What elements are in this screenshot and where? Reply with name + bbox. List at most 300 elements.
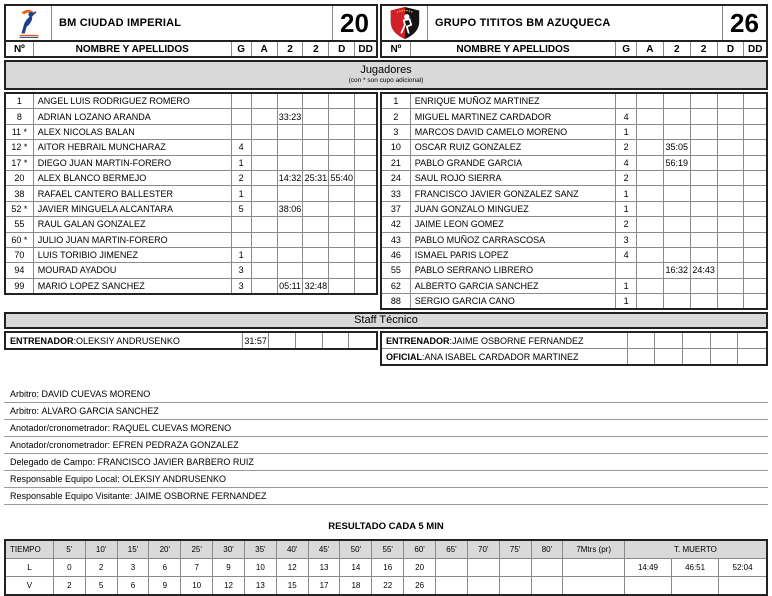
- timeline-score-cell: [532, 559, 564, 576]
- players-section-subtitle: (con * son cupo adicional): [348, 77, 424, 84]
- player-2min-1: 16:32: [664, 263, 691, 277]
- player-dd: [744, 202, 766, 216]
- player-number: 55: [6, 217, 34, 231]
- player-disqualification: [718, 294, 745, 308]
- player-goals: [232, 217, 252, 231]
- player-2min-2: [691, 171, 718, 185]
- player-warning: [637, 171, 664, 185]
- player-warning: [252, 186, 278, 200]
- player-disqualification: [329, 140, 355, 154]
- player-2min-1: [278, 248, 304, 262]
- player-goals: [232, 233, 252, 247]
- player-warning: [252, 125, 278, 139]
- player-2min-1: [664, 294, 691, 308]
- timeline-7mtrs-cell: [563, 559, 625, 576]
- player-number: 1: [382, 94, 411, 108]
- staff-sanction-cell: [323, 333, 350, 348]
- player-disqualification: [718, 125, 745, 139]
- timeline-header-time: 60': [404, 541, 436, 558]
- player-disqualification: [718, 233, 745, 247]
- player-dd: [355, 171, 376, 185]
- timeline-score-cell: [468, 577, 500, 594]
- timeline-table: [4, 539, 768, 596]
- official-row: Responsable Equipo Visitante : JAIME OSBORNE FERNANDEZ: [4, 488, 768, 505]
- player-2min-1: [664, 233, 691, 247]
- away-player-row: [382, 263, 766, 278]
- player-name: JULIO JUAN MARTIN-FORERO: [34, 233, 232, 247]
- player-number: 12 *: [6, 140, 34, 154]
- official-name: ALVARO GARCIA SANCHEZ: [41, 406, 159, 417]
- player-goals: [232, 125, 252, 139]
- player-disqualification: [718, 156, 745, 170]
- away-player-row: [382, 171, 766, 186]
- players-section-title: Jugadores: [360, 64, 412, 76]
- player-2min-2: [691, 109, 718, 123]
- timeline-score-cell: 17: [309, 577, 341, 594]
- player-warning: [252, 217, 278, 231]
- timeline-header-time: 25': [181, 541, 213, 558]
- player-dd: [744, 125, 766, 139]
- timeline-header-time: 20': [149, 541, 181, 558]
- staff-sanction-cell: [655, 333, 683, 348]
- away-player-row: [382, 156, 766, 171]
- away-col-header-7: DD: [748, 43, 763, 55]
- player-2min-2: [303, 186, 329, 200]
- home-team-logo: [6, 6, 52, 40]
- staff-name: ENTRENADOR : JAIME OSBORNE FERNANDEZ: [382, 333, 628, 348]
- official-role: Anotador/cronometrador: [10, 440, 108, 451]
- official-row: Arbitro : DAVID CUEVAS MORENO: [4, 386, 768, 403]
- home-col-header-1: NOMBRE Y APELLIDOS: [34, 42, 232, 56]
- player-dd: [744, 248, 766, 262]
- player-2min-2: [691, 248, 718, 262]
- home-staff-table: [4, 331, 378, 350]
- player-disqualification: [718, 109, 745, 123]
- player-dd: [355, 233, 376, 247]
- player-disqualification: [329, 233, 355, 247]
- away-player-row: [382, 233, 766, 248]
- player-warning: [252, 109, 278, 123]
- player-name: OSCAR RUIZ GONZALEZ: [411, 140, 616, 154]
- player-disqualification: [718, 140, 745, 154]
- player-2min-2: [691, 217, 718, 231]
- player-dd: [355, 202, 376, 216]
- away-col-header-5: 2: [691, 42, 718, 56]
- player-name: SAUL ROJO SIERRA: [411, 171, 616, 185]
- player-number: 46: [382, 248, 411, 262]
- official-row: Anotador/cronometrador : RAQUEL CUEVAS MORENO: [4, 420, 768, 437]
- player-number: 99: [6, 279, 34, 293]
- player-2min-1: [278, 186, 304, 200]
- timeline-score-cell: 13: [245, 577, 277, 594]
- player-goals: [232, 94, 252, 108]
- away-column-headers: [380, 42, 768, 58]
- player-dd: [355, 279, 376, 293]
- home-players-table: [4, 92, 378, 295]
- players-section-band: [4, 60, 768, 90]
- staff-sanction-cell: [296, 333, 323, 348]
- timeline-score-cell: 14: [340, 559, 372, 576]
- official-role: Arbitro: [10, 406, 37, 417]
- timeline-score-cell: [436, 559, 468, 576]
- player-disqualification: [718, 279, 745, 293]
- away-team-header: [380, 4, 768, 42]
- player-2min-1: 35:05: [664, 140, 691, 154]
- official-role: Responsable Equipo Local: [10, 474, 118, 485]
- timeline-score-cell: 16: [372, 559, 404, 576]
- home-col-header-2: G: [232, 42, 252, 56]
- away-player-row: [382, 294, 766, 308]
- home-player-row: [6, 233, 376, 248]
- home-player-row: [6, 263, 376, 278]
- player-disqualification: [329, 156, 355, 170]
- timeline-score-cell: 26: [404, 577, 436, 594]
- player-2min-2: 32:48: [303, 279, 329, 293]
- player-goals: 1: [616, 294, 637, 308]
- player-dd: [355, 140, 376, 154]
- away-staff-row: [382, 349, 766, 364]
- staff-sanction-cell: [683, 349, 711, 364]
- official-role: Delegado de Campo: [10, 457, 93, 468]
- player-2min-1: [278, 156, 304, 170]
- timeline-timeout-cell: [719, 577, 766, 594]
- player-number: 8: [6, 109, 34, 123]
- official-row: Responsable Equipo Local : OLEKSIY ANDRUSENKO: [4, 471, 768, 488]
- player-2min-2: [303, 109, 329, 123]
- player-2min-1: [278, 140, 304, 154]
- timeline-header-time: 55': [372, 541, 404, 558]
- player-number: 3: [382, 125, 411, 139]
- player-2min-1: [664, 248, 691, 262]
- home-player-row: [6, 140, 376, 155]
- timeline-header-time: 30': [213, 541, 245, 558]
- player-2min-1: [278, 263, 304, 277]
- player-2min-2: [691, 294, 718, 308]
- player-disqualification: [329, 202, 355, 216]
- player-name: PABLO GRANDE GARCIA: [411, 156, 616, 170]
- player-dd: [744, 109, 766, 123]
- player-name: FRANCISCO JAVIER GONZALEZ SANZ: [411, 186, 616, 200]
- away-team-score: 26: [722, 6, 766, 40]
- player-dd: [744, 171, 766, 185]
- player-disqualification: [718, 202, 745, 216]
- player-warning: [637, 263, 664, 277]
- player-2min-1: [664, 202, 691, 216]
- player-name: RAUL GALAN GONZALEZ: [34, 217, 232, 231]
- player-disqualification: [329, 217, 355, 231]
- timeline-score-cell: 9: [213, 559, 245, 576]
- player-2min-2: 24:43: [691, 263, 718, 277]
- player-number: 70: [6, 248, 34, 262]
- away-team-name: GRUPO TITITOS BM AZUQUECA: [435, 17, 611, 29]
- away-player-row: [382, 248, 766, 263]
- player-disqualification: [329, 279, 355, 293]
- timeline-header-time: 80': [532, 541, 564, 558]
- official-row: Anotador/cronometrador : EFREN PEDRAZA GONZALEZ: [4, 437, 768, 454]
- home-player-row: [6, 171, 376, 186]
- staff-sanction-cell: [683, 333, 711, 348]
- timeline-data-row: [6, 577, 766, 594]
- player-warning: [637, 156, 664, 170]
- player-goals: 1: [616, 186, 637, 200]
- timeline-timeout-cell: [672, 577, 719, 594]
- player-name: ANGEL LUIS RODRIGUEZ ROMERO: [34, 94, 232, 108]
- staff-sanction-cell: [628, 349, 656, 364]
- officials-list: [4, 386, 768, 505]
- player-2min-1: [278, 233, 304, 247]
- home-team-score: 20: [332, 6, 376, 40]
- player-number: 20: [6, 171, 34, 185]
- staff-person-name: ANA ISABEL CARDADOR MARTINEZ: [424, 351, 579, 362]
- player-name: AITOR HEBRAIL MUNCHARAZ: [34, 140, 232, 154]
- timeline-header-tmuerto: T. MUERTO: [674, 545, 717, 555]
- timeline-score-cell: [468, 559, 500, 576]
- home-player-row: [6, 109, 376, 124]
- player-2min-2: [303, 140, 329, 154]
- staff-sanction-cell: [738, 333, 766, 348]
- player-goals: [616, 94, 637, 108]
- staff-section-title: Staff Técnico: [354, 314, 418, 327]
- timeline-score-cell: [500, 577, 532, 594]
- player-goals: 1: [616, 125, 637, 139]
- away-player-row: [382, 186, 766, 201]
- player-disqualification: [718, 94, 745, 108]
- player-disqualification: [718, 217, 745, 231]
- player-2min-2: 25:31: [303, 171, 329, 185]
- home-player-row: [6, 125, 376, 140]
- home-team-logo-icon: [13, 7, 45, 39]
- staff-sanction-cell: [738, 349, 766, 364]
- staff-role-label: ENTRENADOR: [10, 335, 74, 346]
- player-dd: [355, 125, 376, 139]
- player-name: SERGIO GARCIA CANO: [411, 294, 616, 308]
- player-disqualification: [718, 186, 745, 200]
- player-goals: 1: [616, 202, 637, 216]
- away-player-row: [382, 109, 766, 124]
- player-dd: [744, 279, 766, 293]
- staff-person-name: JAIME OSBORNE FERNANDEZ: [452, 335, 584, 346]
- player-dd: [355, 217, 376, 231]
- player-2min-1: 38:06: [278, 202, 304, 216]
- staff-name: ENTRENADOR : OLEKSIY ANDRUSENKO: [6, 333, 243, 348]
- home-player-row: [6, 186, 376, 201]
- official-name: OLEKSIY ANDRUSENKO: [122, 474, 226, 485]
- player-goals: 4: [616, 109, 637, 123]
- player-goals: 2: [616, 140, 637, 154]
- home-player-row: [6, 202, 376, 217]
- player-dd: [744, 140, 766, 154]
- staff-sanction-cell: [711, 333, 739, 348]
- player-goals: 3: [232, 279, 252, 293]
- player-warning: [637, 233, 664, 247]
- timeline-score-cell: 10: [245, 559, 277, 576]
- player-disqualification: [718, 248, 745, 262]
- player-name: RAFAEL CANTERO BALLESTER: [34, 186, 232, 200]
- away-player-row: [382, 202, 766, 217]
- player-2min-2: [303, 125, 329, 139]
- timeline-header-time: 70': [468, 541, 500, 558]
- player-number: 2: [382, 109, 411, 123]
- official-role: Arbitro: [10, 389, 37, 400]
- player-goals: 5: [232, 202, 252, 216]
- away-col-header-0: Nº: [382, 42, 411, 56]
- player-dd: [744, 217, 766, 231]
- timeline-header-time: 65': [436, 541, 468, 558]
- staff-sanction-cell: [349, 333, 376, 348]
- timeline-score-cell: 20: [404, 559, 436, 576]
- home-team-name: BM CIUDAD IMPERIAL: [59, 17, 182, 29]
- timeline-header-time: 40': [277, 541, 309, 558]
- player-disqualification: [329, 94, 355, 108]
- player-2min-2: [691, 233, 718, 247]
- timeline-score-cell: [500, 559, 532, 576]
- player-goals: 1: [232, 248, 252, 262]
- timeline-header-time: 10': [86, 541, 118, 558]
- player-warning: [637, 248, 664, 262]
- timeline-score-cell: 18: [340, 577, 372, 594]
- timeline-score-cell: 3: [118, 559, 150, 576]
- player-goals: 3: [232, 263, 252, 277]
- player-number: 33: [382, 186, 411, 200]
- player-2min-1: [664, 109, 691, 123]
- player-2min-1: [278, 125, 304, 139]
- timeline-score-cell: 6: [118, 577, 150, 594]
- away-col-header-1: NOMBRE Y APELLIDOS: [411, 42, 616, 56]
- timeline-header-time: 75': [500, 541, 532, 558]
- player-disqualification: [329, 186, 355, 200]
- player-disqualification: [329, 125, 355, 139]
- home-col-header-0: Nº: [6, 42, 34, 56]
- player-2min-2: [303, 94, 329, 108]
- player-2min-2: [303, 202, 329, 216]
- home-player-row: [6, 156, 376, 171]
- timeline-timeout-cell: 14:49: [625, 559, 672, 576]
- player-number: 60 *: [6, 233, 34, 247]
- player-2min-2: [691, 94, 718, 108]
- away-players-table: [380, 92, 768, 310]
- player-name: JAVIER MINGUELA ALCANTARA: [34, 202, 232, 216]
- player-name: DIEGO JUAN MARTIN-FORERO: [34, 156, 232, 170]
- column-headers-row: [4, 42, 768, 58]
- away-player-row: [382, 94, 766, 109]
- staff-person-name: OLEKSIY ANDRUSENKO: [76, 335, 180, 346]
- player-2min-1: [664, 186, 691, 200]
- player-goals: 2: [616, 217, 637, 231]
- player-number: 37: [382, 202, 411, 216]
- player-name: LUIS TORIBIO JIMENEZ: [34, 248, 232, 262]
- player-dd: [355, 263, 376, 277]
- player-goals: [616, 263, 637, 277]
- away-col-header-4: 2: [664, 42, 691, 56]
- player-number: 24: [382, 171, 411, 185]
- timeline-score-cell: 7: [181, 559, 213, 576]
- timeline-header-time: 45': [309, 541, 341, 558]
- timeline-timeout-cell: [625, 577, 672, 594]
- player-2min-2: [691, 156, 718, 170]
- home-col-header-7: DD: [358, 43, 373, 55]
- staff-name: OFICIAL : ANA ISABEL CARDADOR MARTINEZ: [382, 349, 628, 364]
- player-goals: 1: [616, 279, 637, 293]
- player-number: 11 *: [6, 125, 34, 139]
- player-2min-1: [664, 279, 691, 293]
- player-goals: 2: [232, 171, 252, 185]
- timeline-score-cell: 13: [309, 559, 341, 576]
- home-col-header-4: 2: [278, 42, 304, 56]
- away-col-header-3: A: [637, 42, 664, 56]
- staff-sanction-cell: [269, 333, 296, 348]
- player-number: 55: [382, 263, 411, 277]
- player-2min-2: [691, 140, 718, 154]
- player-number: 42: [382, 217, 411, 231]
- player-dd: [744, 94, 766, 108]
- away-staff-row: [382, 333, 766, 349]
- player-number: 17 *: [6, 156, 34, 170]
- timeline-score-cell: [436, 577, 468, 594]
- player-name: PABLO MUÑOZ CARRASCOSA: [411, 233, 616, 247]
- away-player-row: [382, 217, 766, 232]
- staff-sanction-cell: [711, 349, 739, 364]
- player-2min-2: [303, 263, 329, 277]
- player-number: 94: [6, 263, 34, 277]
- away-team-logo-icon: [389, 6, 421, 40]
- player-2min-1: [664, 94, 691, 108]
- player-warning: [637, 279, 664, 293]
- player-2min-1: [664, 125, 691, 139]
- player-number: 38: [6, 186, 34, 200]
- player-dd: [744, 233, 766, 247]
- player-name: ADRIAN LOZANO ARANDA: [34, 109, 232, 123]
- timeline-timeout-cell: 52:04: [732, 563, 753, 573]
- player-disqualification: 55:40: [329, 171, 355, 185]
- player-number: 62: [382, 279, 411, 293]
- player-warning: [252, 171, 278, 185]
- timeline-row-label: L: [6, 559, 54, 576]
- player-warning: [252, 94, 278, 108]
- timeline-header-label: TIEMPO: [6, 541, 54, 558]
- official-name: DAVID CUEVAS MORENO: [41, 389, 151, 400]
- player-name: ALBERTO GARCIA SANCHEZ: [411, 279, 616, 293]
- player-warning: [637, 140, 664, 154]
- timeline-7mtrs-cell: [563, 577, 625, 594]
- player-name: ENRIQUE MUÑOZ MARTINEZ: [411, 94, 616, 108]
- staff-section-band: [4, 312, 768, 329]
- player-2min-2: [691, 186, 718, 200]
- player-warning: [252, 263, 278, 277]
- timeline-score-cell: [532, 577, 564, 594]
- timeline-data-row: [6, 559, 766, 577]
- player-warning: [637, 125, 664, 139]
- timeline-score-cell: 12: [277, 559, 309, 576]
- player-2min-2: [303, 248, 329, 262]
- player-disqualification: [329, 248, 355, 262]
- player-goals: [232, 109, 252, 123]
- player-warning: [252, 156, 278, 170]
- player-warning: [252, 279, 278, 293]
- timeline-score-cell: 12: [213, 577, 245, 594]
- away-player-row: [382, 279, 766, 294]
- home-player-row: [6, 217, 376, 232]
- player-dd: [355, 186, 376, 200]
- staff-sanction-cell: 31:57: [243, 333, 270, 348]
- player-2min-2: [303, 217, 329, 231]
- player-warning: [252, 140, 278, 154]
- timeline-header-row: [6, 541, 766, 559]
- staff-tables-row: [4, 331, 768, 366]
- player-dd: [355, 248, 376, 262]
- timeline-timeout-cell: 46:51: [672, 559, 719, 576]
- player-number: 88: [382, 294, 411, 308]
- timeline-score-cell: 2: [54, 577, 86, 594]
